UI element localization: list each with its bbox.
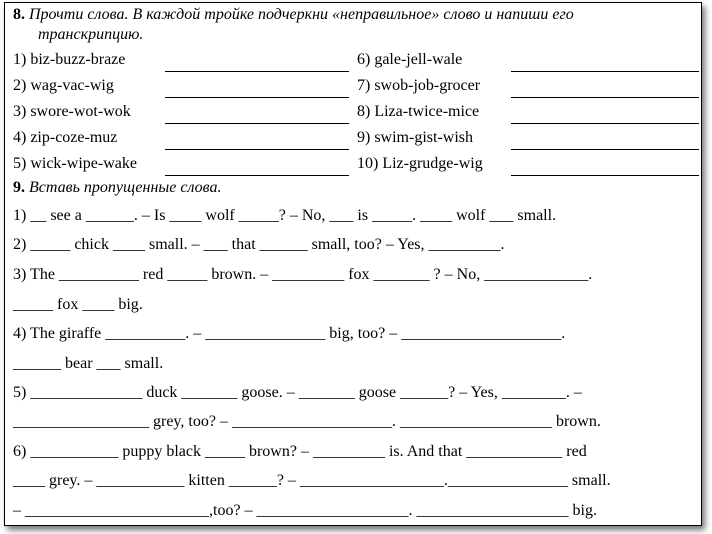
- task8-instruction-cont: транскрипцию.: [38, 26, 144, 43]
- worksheet: [4, 2, 702, 526]
- task9-instruction: Вставь пропущенные слова.: [29, 179, 222, 196]
- task8-header: [13, 5, 574, 25]
- task8-item: 10) Liz-grudge-wig: [357, 155, 483, 172]
- task8-item: 6) gale-jell-wale: [357, 51, 463, 68]
- task9-line: _________________ grey, too? – ____________________. ___________________ brown.: [13, 413, 601, 430]
- answer-blank[interactable]: [511, 149, 699, 150]
- task8-item: 7) swob-job-grocer: [357, 77, 481, 94]
- answer-blank[interactable]: [165, 175, 349, 176]
- task9-number: 9.: [13, 179, 25, 196]
- answer-blank[interactable]: [511, 175, 699, 176]
- answer-blank[interactable]: [165, 149, 349, 150]
- task8-instruction: Прочти слова. В каждой тройке подчеркни «неправильное» слово и напиши его: [29, 6, 574, 23]
- task8-item: 3) swore-wot-wok: [13, 103, 131, 120]
- task8-number: 8.: [13, 6, 25, 23]
- task8-item: 9) swim-gist-wish: [357, 129, 473, 146]
- task9-line: 4) The giraffe __________. – _______________ big, too? – ____________________.: [13, 325, 566, 342]
- task9-line: 5) ______________ duck _______ goose. – _______ goose ______? – Yes, ________. –: [13, 384, 582, 401]
- task9-line: 6) ___________ puppy black _____ brown? – _________ is. And that ____________ red: [13, 443, 587, 460]
- answer-blank[interactable]: [165, 97, 349, 98]
- task9-line: 2) _____ chick ____ small. – ___ that ______ small, too? – Yes, _________.: [13, 236, 505, 253]
- task9-line: ______ bear ___ small.: [13, 355, 164, 372]
- task9-header: [13, 178, 221, 198]
- task8-item: 5) wick-wipe-wake: [13, 155, 137, 172]
- answer-blank[interactable]: [511, 123, 699, 124]
- task9-line: 1) __ see a ______. – Is ____ wolf _____? – No, ___ is _____. ____ wolf ___ small.: [13, 207, 557, 224]
- task8-item: 4) zip-coze-muz: [13, 129, 118, 146]
- answer-blank[interactable]: [511, 97, 699, 98]
- answer-blank[interactable]: [511, 71, 699, 72]
- answer-blank[interactable]: [165, 71, 349, 72]
- task8-item: 2) wag-vac-wig: [13, 77, 114, 94]
- task9-line: 3) The __________ red _____ brown. – _________ fox _______ ? – No, _____________.: [13, 266, 593, 283]
- task8-item: 8) Liza-twice-mice: [357, 103, 480, 120]
- task9-line: _____ fox ____ big.: [13, 296, 143, 313]
- task8-item: 1) biz-buzz-braze: [13, 51, 126, 68]
- answer-blank[interactable]: [165, 123, 349, 124]
- task9-line: – _______________________,too? – ___________________. ___________________ big.: [13, 502, 597, 519]
- task9-line: ____ grey. – ___________ kitten ______? – __________________._______________ small.: [13, 472, 611, 489]
